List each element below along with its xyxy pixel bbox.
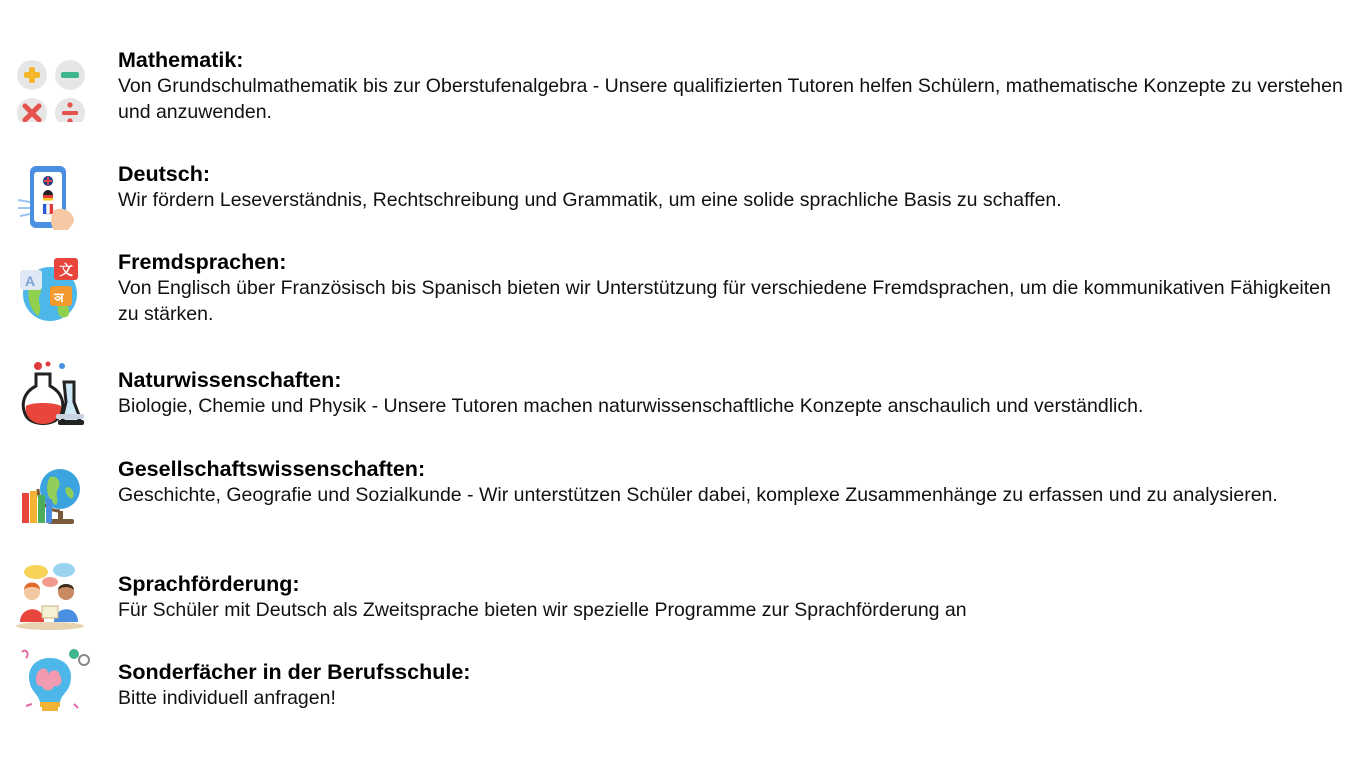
globe-books-icon	[8, 457, 92, 529]
translation-globe-icon	[8, 252, 92, 324]
svg-text:文: 文	[59, 263, 73, 279]
subject-description: Wir fördern Leseverständnis, Rechtschreibung und Grammatik, um eine solide sprachliche Basis zu schaffen.	[118, 189, 1062, 211]
svg-text:A: A	[25, 273, 36, 289]
subject-description: Geschichte, Geografie und Sozialkunde - Wir unterstützen Schüler dabei, komplexe Zusammenhänge zu erfassen und zu analysieren.	[118, 484, 1278, 506]
math-operators-icon	[8, 50, 92, 122]
subject-description: Bitte individuell anfragen!	[118, 687, 336, 709]
lab-flask-icon	[8, 358, 92, 430]
children-talking-icon	[8, 560, 92, 632]
subject-text	[118, 368, 1352, 419]
subject-text	[118, 457, 1352, 508]
subject-text	[118, 162, 1352, 213]
subject-text	[118, 660, 1352, 711]
subject-description: Für Schüler mit Deutsch als Zweitsprache bieten wir spezielle Programme zur Sprachförderung an	[118, 599, 967, 621]
subject-title: Deutsch:	[118, 162, 210, 186]
brain-lightbulb-icon	[8, 644, 92, 716]
subject-title: Mathematik:	[118, 48, 244, 72]
subject-title: Sonderfächer in der Berufsschule:	[118, 660, 471, 684]
subject-title: Naturwissenschaften:	[118, 368, 342, 392]
subject-description: Von Grundschulmathematik bis zur Oberstufenalgebra - Unsere qualifizierten Tutoren helfen Schülern, mathematische Konzepte zu verstehen und anzuwenden.	[118, 75, 1343, 123]
subject-description: Biologie, Chemie und Physik - Unsere Tutoren machen naturwissenschaftliche Konzepte anschaulich und verständlich.	[118, 395, 1144, 417]
subject-text	[118, 48, 1352, 125]
subject-title: Fremdsprachen:	[118, 250, 287, 274]
svg-text:ञ: ञ	[54, 291, 64, 306]
subject-text	[118, 250, 1352, 327]
subject-title: Gesellschaftswissenschaften:	[118, 457, 426, 481]
subject-description: Von Englisch über Französisch bis Spanisch bieten wir Unterstützung für verschiedene Fremdsprachen, um die kommunikativen Fähigkeiten zu stärken.	[118, 277, 1331, 325]
subject-title: Sprachförderung:	[118, 572, 300, 596]
language-phone-icon	[8, 160, 92, 232]
subject-text	[118, 572, 1352, 623]
